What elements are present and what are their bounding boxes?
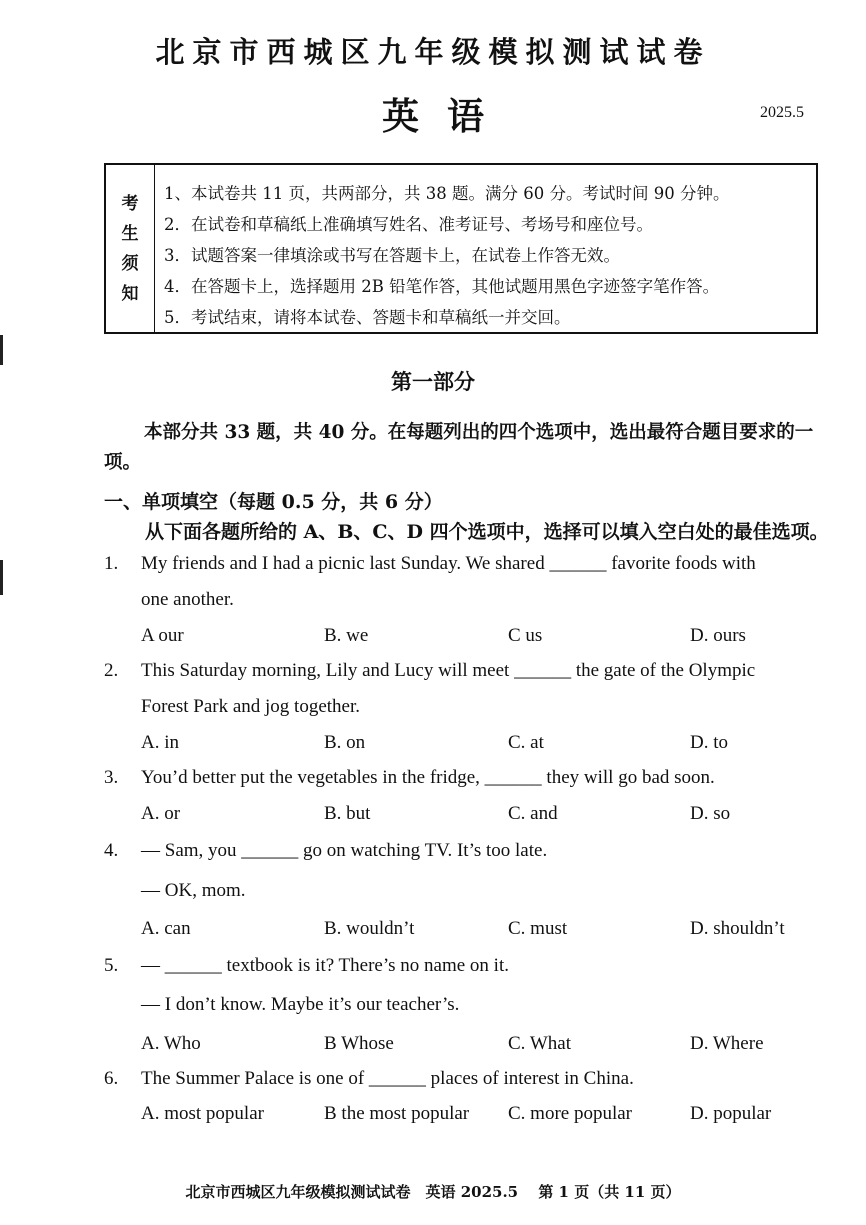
option-c: C. more popular <box>508 1103 633 1124</box>
option-d: D. ours <box>690 625 746 646</box>
binding-mark <box>0 560 3 595</box>
question-number: 6. <box>104 1068 119 1089</box>
question-text: The Summer Palace is one of ______ places of interest in China. <box>141 1068 634 1089</box>
binding-mark <box>0 335 3 365</box>
question-number: 3. <box>104 767 119 788</box>
option-c: C. must <box>508 918 568 939</box>
option-b: B Whose <box>324 1033 394 1054</box>
option-a: A. in <box>141 732 179 753</box>
question-number: 5. <box>104 955 119 976</box>
notice-item: 3．试题答案一律填涂或书写在答题卡上，在试卷上作答无效。 <box>164 246 620 265</box>
option-b: B. on <box>324 732 366 753</box>
option-b: B. wouldn’t <box>324 918 415 939</box>
option-a: A. Who <box>141 1033 201 1054</box>
option-d: D. so <box>690 803 731 824</box>
option-b: B. but <box>324 803 371 824</box>
subject-title: 英语 <box>382 94 512 138</box>
notice-label-char: 须 <box>121 253 139 274</box>
notice-label <box>106 165 155 332</box>
notice-item: 1、本试卷共 11 页，共两部分，共 38 题。满分 60 分。考试时间 90 分钟。 <box>164 184 730 203</box>
part-title: 第一部分 <box>391 369 475 394</box>
section-title: 一、单项填空（每题 0.5 分，共 6 分） <box>104 491 443 513</box>
notice-label-char: 生 <box>121 223 139 244</box>
option-c: C. at <box>508 732 544 753</box>
option-a: A. most popular <box>141 1103 264 1124</box>
question-number: 1. <box>104 553 119 574</box>
option-b: B the most popular <box>324 1103 470 1124</box>
option-d: D. shouldn’t <box>690 918 785 939</box>
question-text: one another. <box>141 589 234 610</box>
option-d: D. popular <box>690 1103 772 1124</box>
question-number: 2. <box>104 660 119 681</box>
notice-label-char: 知 <box>121 283 139 304</box>
option-a: A our <box>141 625 184 646</box>
notice-item: 2．在试卷和草稿纸上准确填写姓名、准考证号、考场号和座位号。 <box>164 215 653 234</box>
question-text: This Saturday morning, Lily and Lucy will meet ______ the gate of the Olympic <box>141 660 756 681</box>
page-footer: 北京市西城区九年级模拟测试试卷 英语 2025.5 第 1 页（共 11 页） <box>185 1183 681 1201</box>
option-d: D. to <box>690 732 728 753</box>
option-d: D. Where <box>690 1033 764 1054</box>
option-c: C. What <box>508 1033 571 1054</box>
question-text: — Sam, you ______ go on watching TV. It’s too late. <box>141 840 548 861</box>
option-c: C. and <box>508 803 558 824</box>
question-text: — OK, mom. <box>141 880 246 901</box>
question-text: Forest Park and jog together. <box>141 696 360 717</box>
question-text: — ______ textbook is it? There’s no name on it. <box>141 955 509 976</box>
option-a: A. can <box>141 918 191 939</box>
notice-label-char: 考 <box>121 193 139 214</box>
question-text: You’d better put the vegetables in the fridge, ______ they will go bad soon. <box>141 767 715 788</box>
notice-item: 4．在答题卡上，选择题用 2B 铅笔作答，其他试题用黑色字迹签字笔作答。 <box>164 277 720 296</box>
exam-date: 2025.5 <box>760 104 804 121</box>
part-instruction: 本部分共 33 题，共 40 分。在每题列出的四个选项中，选出最符合题目要求的一项。 <box>104 422 814 473</box>
candidate-notice-box <box>104 163 818 334</box>
notice-item: 5．考试结束，请将本试卷、答题卡和草稿纸一并交回。 <box>164 308 571 327</box>
option-b: B. we <box>324 625 369 646</box>
question-text: My friends and I had a picnic last Sunday. We shared ______ favorite foods with <box>141 553 756 574</box>
exam-title: 北京市西城区九年级模拟测试试卷 <box>155 35 711 69</box>
question-number: 4. <box>104 840 119 861</box>
question-text: — I don’t know. Maybe it’s our teacher’s. <box>141 994 460 1015</box>
section-instruction: 从下面各题所给的 A、B、C、D 四个选项中，选择可以填入空白处的最佳选项。 <box>145 521 829 543</box>
option-a: A. or <box>141 803 181 824</box>
option-c: C us <box>508 625 543 646</box>
